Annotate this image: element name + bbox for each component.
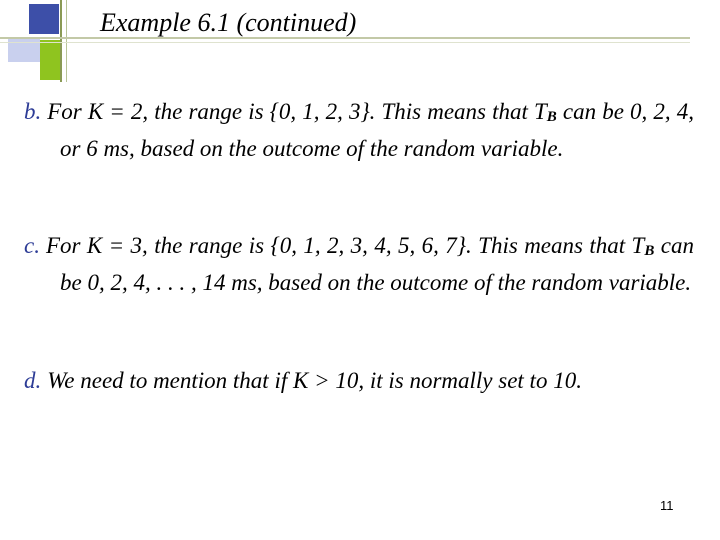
list-item-d-letter: d. [24, 368, 42, 393]
decor-horizontal-line-thin [0, 42, 690, 43]
list-item-d-paragraph [24, 365, 694, 396]
list-item-b-subscript: B [546, 109, 557, 125]
list-item-c-letter: c. [24, 233, 40, 258]
decor-vertical-line [60, 0, 62, 82]
decor-vertical-line-thin [66, 0, 67, 82]
page-number: 11 [660, 498, 674, 513]
decor-square-green [40, 40, 62, 80]
decor-square-dark-blue [29, 4, 59, 34]
list-item-b-letter: b. [24, 99, 42, 124]
list-item-c-subscript: B [644, 243, 655, 259]
list-item-d-text: We need to mention that if K > 10, it is normally set to 10. [47, 368, 582, 393]
slide-title: Example 6.1 (continued) [100, 8, 357, 37]
list-item-b [24, 96, 694, 164]
list-item-b-text-part2: can be 0, 2, 4, or 6 ms, based on the outcome of the random variable. [60, 99, 694, 161]
list-item-c-text-part1: For K = 3, the range is {0, 1, 2, 3, 4, 5, 6, 7}. This means that T [45, 233, 645, 258]
list-item-c [24, 230, 694, 298]
list-item-c-text-part2: can be 0, 2, 4, . . . , 14 ms, based on the outcome of the random variable. [60, 233, 694, 295]
list-item-b-paragraph [24, 96, 694, 164]
list-item-d [24, 365, 694, 396]
list-item-c-paragraph [24, 230, 694, 298]
list-item-b-text-part1: For K = 2, the range is {0, 1, 2, 3}. This means that T [47, 99, 547, 124]
